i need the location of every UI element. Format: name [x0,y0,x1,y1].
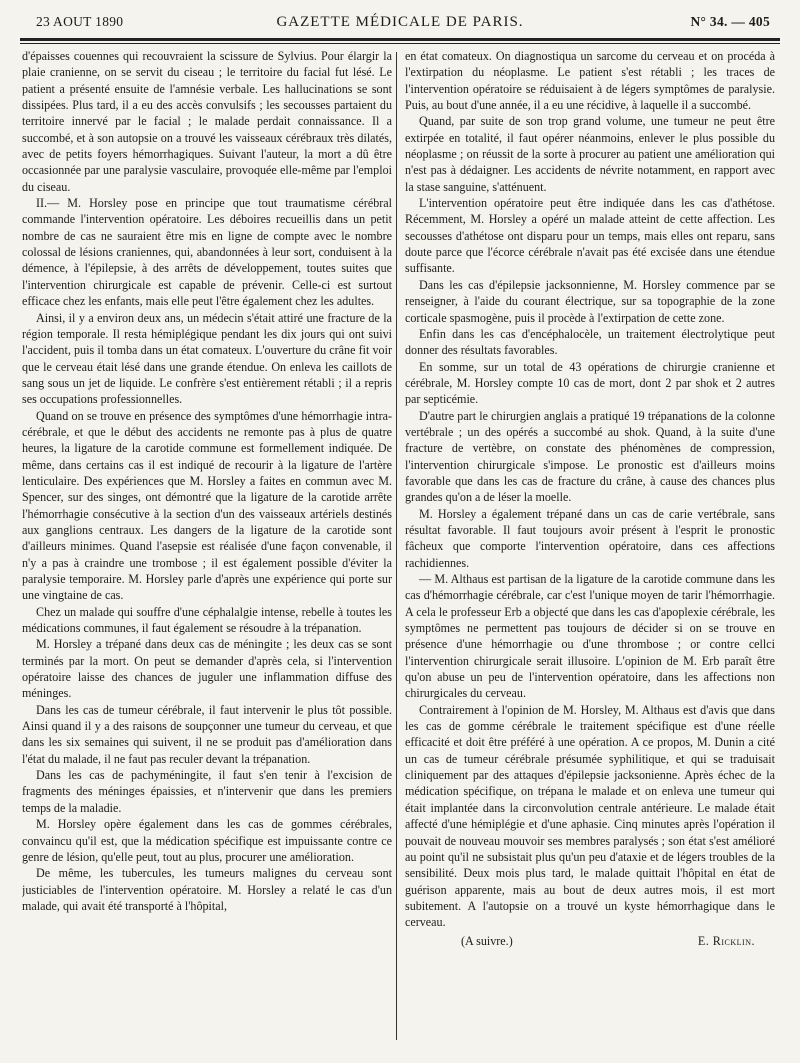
paragraph: Contrairement à l'opinion de M. Horsley, M. Althaus est d'avis que dans les cas de gomme cérébrale le traitement spécifique est d'une réelle efficacité et doit être préféré à une opération. A ce propos, M. Dunin a cité un cas de tumeur cérébrale présumée syphilitique, et qui se traduisait cliniquement par des attaques d'épilepsie jacksonienne. Après échec de la médication spécifique, on trépana le malade et on enleva une tumeur qui était implantée dans la circonvolution centrale antérieure. Le malade était affecté d'une hémiplégie et d'une aphasie. Cinq minutes après l'opération il pouvait de nouveau mouvoir ses membres paralysés ; son état s'est amélioré au point qu'il ne subsistait plus qu'un peu d'ataxie et de légers troubles de la sensibilité. Deux mois plus tard, le malade quittait l'hôpital en état de guérison apparente, mais au bout de deux autres mois, il est mort subitement. A l'autopsie on a trouvé un kyste hémorrhagique dans le cerveau. [405,702,775,930]
paragraph: Chez un malade qui souffre d'une céphalalgie intense, rebelle à toutes les médications communes, il faut également se résoudre à la trépanation. [22,604,392,636]
paragraph: en état comateux. On diagnostiqua un sarcome du cerveau et on procéda à l'extirpation du néoplasme. Le patient s'est rétabli ; les traces de l'intervention opératoire se réduisaient à de légers symptômes de paralysie. Puis, au bout d'une année, il a eu une récidive, à laquelle il a succombé. [405,49,775,113]
header-rule-thick [20,38,780,41]
paragraph: — M. Althaus est partisan de la ligature de la carotide commune dans les cas d'hémorrhagie cérébrale, car c'est l'unique moyen de tarir l'hémorrhagie. A cela le professeur Erb a objecté que dans les cas d'apoplexie cérébrale, les symptômes ne permettent pas toujours de décider si on se trouve en présence d'une hémorrhagie ou d'une thrombose ; or contre cellci l'intervention chirurgicale serait illusoire. L'opinion de M. Erb paraît être qu'on abuse un peu de l'intervention opératoire, dans les affections non chirurgicales du cerveau. [405,572,775,701]
paragraph: d'épaisses couennes qui recouvraient la scissure de Sylvius. Pour élargir la plaie cranienne, on se servit du ciseau ; le territoire du facial fut lésé. Le patient a présenté ensuite de l'amnésie verbale. Les hallucinations se sont dissipées. Plus tard, il a eu des accès convulsifs ; les secousses partaient du territoire innervé par le facial ; le malade perdait connaissance. Il a succombé, et à son autopsie on a trouvé les vaisseaux cérébraux très dilatés, avec de petits foyers hémorrhagiques. Suivant l'auteur, la mort a dû être occasionnée par une paralysie vasculaire, provoquée elle-même par l'emploi du ciseau. [22,49,392,194]
paragraph: Quand on se trouve en présence des symptômes d'une hémorrhagie intra-cérébrale, et que le début des accidents ne remonte pas à plus de quatre heures, la ligature de la carotide commune est formellement indiquée. De même, dans certains cas il est indiqué de recourir à la ligature de l'artère lenticulaire. Des expériences que M. Horsley a faites en commun avec M. Spencer, sur des singes, ont démontré que la ligature de la carotide arrête l'hémorrhagie consécutive à la section d'un des vaisseaux artériels destinés aux ganglions centraux. Les dangers de la ligature de la carotide sont d'ailleurs minimes. Quand l'asepsie est réalisée d'une façon convenable, il n'y a pas à craindre une trombose ; il est également possible d'éviter la paralysie temporaire. M. Horsley parle d'après une expérience qui porte sur une vingtaine de cas. [22,408,392,603]
article-footer [405,933,775,949]
continued-note: (A suivre.) [461,933,513,948]
paragraph: Dans les cas de tumeur cérébrale, il faut intervenir le plus tôt possible. Ainsi quand il y a des raisons de soupçonner une tumeur du cerveau, et que dans les six semaines qui suivent, il ne se produit pas d'amélioration dans l'état du malade, il ne faut pas reculer devant la trépanation. [22,702,392,766]
issue-date: 23 AOUT 1890 [36,14,124,29]
paragraph: M. Horsley opère également dans les cas de gommes cérébrales, convaincu qu'il est, que la médication spécifique est impuissante contre ce genre de lésion, qu'elle peut, tout au plus, procurer une amélioration. [22,817,392,864]
paragraph: Dans les cas de pachyméningite, il faut s'en tenir à l'excision de fragments des méninges épaissies, et n'intervenir que dans les premiers temps de la maladie. [22,768,392,815]
column-divider [396,52,397,1040]
left-column [22,48,392,1040]
header-rule-thin [20,43,780,44]
paragraph: II.— M. Horsley pose en principe que tout traumatisme cérébral commande l'intervention opératoire. Les déboires recueillis dans un petit nombre de cas ne sauraient être mis en ligne de compte avec le nombre colossal de lésions craniennes, qui, abandonnées à leur sort, conduisent à la démence, à l'épilepsie, à des arrêts de développement, toutes suites que l'intervention chirurgicale est capable de prévenir. Celle-ci est surtout efficace chez les enfants, mais elle peut l'être également chez les adultes. [22,196,392,309]
paragraph: M. Horsley a trépané dans deux cas de méningite ; les deux cas se sont terminés par la mort. On peut se demander d'après cela, si l'intervention opératoire laisse des chances de juguler une inflammation diffuse des méninges. [22,637,392,701]
author-signature: E. Ricklin. [697,933,755,948]
paragraph: En somme, sur un total de 43 opérations de chirurgie cranienne et cérébrale, M. Horsley compte 10 cas de mort, dont 2 par shok et 2 autres par septicémie. [405,359,775,407]
paragraph: Ainsi, il y a environ deux ans, un médecin s'était attiré une fracture de la région temporale. Il resta hémiplégique pendant les dix jours qui ont suivi l'accident, puis il tomba dans un état comateux. L'ouverture du crâne fit voir que le cerveau était lésé dans une grande étendue. On enleva les caillots de sang sous un jet de liquide. Le confrère s'est entièrement rétabli ; il a repris ses occupations professionnelles. [22,310,392,407]
paragraph: L'intervention opératoire peut être indiquée dans les cas d'athétose. Récemment, M. Horsley a opéré un malade atteint de cette affection. Les secousses d'athétose ont disparu pour un temps, mais elles ont reparu, sans doute parce que l'écorce cérébrale n'avait pas été excisée dans une étendue suffisante. [405,196,775,276]
right-column [405,48,775,1040]
paragraph: Dans les cas d'épilepsie jacksonnienne, M. Horsley commence par se renseigner, à l'aide du courant électrique, sur sa topographie de la zone corticale spasmogène, puis il procède à l'extirpation de cette zone. [405,277,775,325]
journal-title: GAZETTE MÉDICALE DE PARIS. [276,14,524,30]
page-header [20,14,780,34]
paragraph: Quand, par suite de son trop grand volume, une tumeur ne peut être extirpée en totalité, il faut opérer néanmoins, enlever le plus possible du néoplasme ; on réussit de la sorte à procurer au patient une amélioration qui n'est pas à dédaigner. Les accidents de névrite notamment, en rapport avec la stase sanguine, s'atténuent. [405,114,775,194]
paragraph: M. Horsley a également trépané dans un cas de carie vertébrale, sans résultat favorable. Il faut toujours avoir présent à l'esprit le pronostic fâcheux que comporte l'intervention opératoire, dans ces affections rachidiennes. [405,506,775,570]
paragraph: D'autre part le chirurgien anglais a pratiqué 19 trépanations de la colonne vertébrale ; un des opérés a succombé au shok. Quand, à la suite d'une fracture de vertèbre, on constate des phénomènes de compression, l'intervention chirurgicale s'impose. Le pronostic est d'ailleurs moins favorable que dans les cas de fracture du crâne, à cause des chances plus grandes qu'on a de léser la moelle. [405,408,775,505]
paragraph: Enfin dans les cas d'encéphalocèle, un traitement électrolytique peut donner des résultats favorables. [405,326,775,358]
issue-number: N° 34. — 405 [690,14,770,29]
paragraph: De même, les tubercules, les tumeurs malignes du cerveau sont justiciables de l'intervention opératoire. M. Horsley a relaté le cas d'un malade, qui avait été transporté à l'hôpital, [22,866,392,913]
